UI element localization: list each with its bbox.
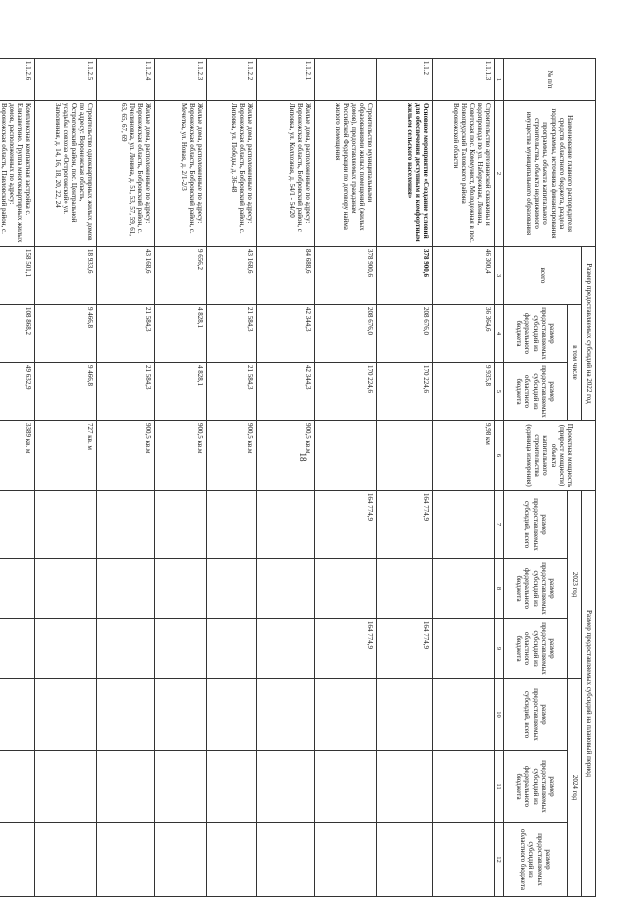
row-total-2024 [34, 679, 96, 751]
col-num: 9 [494, 619, 503, 679]
header-total-2024: размер предоставляемых субсидий, всего [504, 679, 568, 751]
table-frame [0, 58, 596, 896]
col-num: 4 [494, 305, 503, 363]
row-reg-2023 [256, 619, 314, 679]
header-group-plan: Размер предоставляемых субсидий на плановый период [582, 491, 596, 897]
row-fed-2022: 21 584,3 [96, 305, 154, 363]
row-name: Жилые дома, расположенные по адресу: Воронежская область, Бобровский район, с. Мечетка, ул. Новая, д. 2/1-2/3 [154, 101, 206, 247]
row-fed-2022: 42 344,3 [256, 305, 314, 363]
header-reg-2023: размер предоставляемых субсидий из областного бюджета [504, 619, 568, 679]
table-body [0, 59, 494, 897]
header-fed-2024: размер предоставляемых субсидий из федерального бюджета [504, 751, 568, 823]
table-row [432, 59, 494, 897]
row-name: Строительство муниципальными образованиями жилых помещений (жилых домов), предоставляемых гражданам Российской Федерации по договору найма жилого помещения [314, 101, 376, 247]
row-name: Основное мероприятие «Создание условий для обеспечения доступным и комфортным жильем сельского населения» [376, 101, 432, 247]
row-total-2024 [256, 679, 314, 751]
row-reg-2024 [206, 823, 256, 897]
header-reg-2022: размер предоставляемых субсидий из областного бюджета [504, 363, 568, 421]
row-reg-2024 [256, 823, 314, 897]
row-fed-2022: 108 868,2 [0, 305, 34, 363]
row-total-2023 [256, 491, 314, 559]
row-total-2024 [376, 679, 432, 751]
row-name: Жилые дома, расположенные по адресу: Воронежская область, Бобровский район, с Липовка, ул. Колхозная, д. 54/1 - 54/20 [256, 101, 314, 247]
row-fed-2024 [206, 751, 256, 823]
header-total-2023: размер предоставляемых субсидий, всего [504, 491, 568, 559]
row-reg-2023: 164 774,9 [314, 619, 376, 679]
row-total-2022: 9 656,2 [154, 247, 206, 305]
row-fed-2024 [256, 751, 314, 823]
row-fed-2024 [376, 751, 432, 823]
row-reg-2022: 170 224,6 [376, 363, 432, 421]
row-fed-2024 [314, 751, 376, 823]
column-number-row [494, 59, 503, 897]
row-reg-2023 [34, 619, 96, 679]
table-row [256, 59, 314, 897]
row-fed-2022: 36 364,6 [432, 305, 494, 363]
row-total-2022: 378 900,6 [314, 247, 376, 305]
header-incl: в том числе [568, 305, 582, 421]
row-total-2024 [154, 679, 206, 751]
row-id: 1.1.2.2 [206, 59, 256, 101]
row-reg-2023 [96, 619, 154, 679]
row-total-2024 [0, 679, 34, 751]
row-fed-2023 [376, 559, 432, 619]
row-total-2024 [96, 679, 154, 751]
col-num: 11 [494, 751, 503, 823]
header-fed-2022: размер предоставляемых субсидий из федерального бюджета [504, 305, 568, 363]
row-reg-2022: 42 344,3 [256, 363, 314, 421]
row-fed-2024 [34, 751, 96, 823]
table-row [34, 59, 96, 897]
col-num: 8 [494, 559, 503, 619]
col-num: 1 [494, 59, 503, 101]
row-reg-2024 [0, 823, 34, 897]
row-id: 1.1.2.3 [154, 59, 206, 101]
row-name: Строительство артезианской скважины и водопровода по ул. Набережная, Ленина, Советская пос. Коммунист, Молодежная в пос. Новопрудский Таловского района Воронежской области [432, 101, 494, 247]
header-name: Наименование главного распорядителя средств областного бюджета, раздела подпрограммы, источника финансирования программы, объекта капитального строительства, объекта недвижимого имущества муниципального образования [504, 101, 596, 247]
row-reg-2023: 164 774,9 [376, 619, 432, 679]
row-total-2023: 164 774,9 [376, 491, 432, 559]
row-name: Жилые дома, расположенные по адресу: Воронежская область, Бобровский район, с. Липовка, ул. Победы, д. 36-48 [206, 101, 256, 247]
row-total-2023 [0, 491, 34, 559]
row-power: 900,5 кв.м [256, 421, 314, 491]
row-reg-2022: 170 224,6 [314, 363, 376, 421]
row-fed-2022: 208 676,0 [376, 305, 432, 363]
row-total-2023: 164 774,9 [314, 491, 376, 559]
row-reg-2024 [96, 823, 154, 897]
row-reg-2022: 9 935,8 [432, 363, 494, 421]
row-total-2022: 158 501,1 [0, 247, 34, 305]
table-row [154, 59, 206, 897]
row-reg-2024 [432, 823, 494, 897]
row-reg-2022: 4 828,1 [154, 363, 206, 421]
row-name: Комплексная компактная застройка с. Елизаветино. Группа многоквартирных жилых домов, расположенных по адресу: Воронежская область, Павловский район, с. [0, 101, 34, 247]
row-power: 727 кв. м [34, 421, 96, 491]
row-fed-2024 [0, 751, 34, 823]
header-total-2022: всего [504, 247, 582, 305]
row-reg-2024 [376, 823, 432, 897]
row-reg-2023 [0, 619, 34, 679]
col-num: 5 [494, 363, 503, 421]
row-total-2024 [432, 679, 494, 751]
row-fed-2023 [154, 559, 206, 619]
row-id: 1.1.2.6 [0, 59, 34, 101]
row-fed-2024 [96, 751, 154, 823]
row-fed-2022: 4 828,1 [154, 305, 206, 363]
row-total-2022: 84 688,6 [256, 247, 314, 305]
row-reg-2022: 49 632,9 [0, 363, 34, 421]
row-total-2023 [154, 491, 206, 559]
table-row [0, 59, 34, 897]
row-fed-2022: 9 466,8 [34, 305, 96, 363]
row-id: 1.1.2 [376, 59, 432, 101]
row-total-2023 [96, 491, 154, 559]
row-reg-2024 [314, 823, 376, 897]
row-reg-2023 [206, 619, 256, 679]
col-num: 7 [494, 491, 503, 559]
row-reg-2023 [154, 619, 206, 679]
row-total-2022: 18 933,6 [34, 247, 96, 305]
row-total-2023 [432, 491, 494, 559]
row-total-2024 [206, 679, 256, 751]
table-row [314, 59, 376, 897]
row-fed-2023 [96, 559, 154, 619]
row-fed-2024 [432, 751, 494, 823]
row-fed-2023 [256, 559, 314, 619]
table-row [96, 59, 154, 897]
header-power: Проектная мощность (прирост мощности) объекта капитального строительства (единица измерения) [504, 421, 596, 491]
row-total-2023 [34, 491, 96, 559]
row-reg-2022: 9 466,8 [34, 363, 96, 421]
row-power: 900,5 кв.м [206, 421, 256, 491]
row-reg-2022: 21 584,3 [96, 363, 154, 421]
col-num: 12 [494, 823, 503, 897]
page-number: 18 [298, 452, 308, 462]
row-total-2022: 378 900,6 [376, 247, 432, 305]
row-id: 1.1.2.1 [256, 59, 314, 101]
row-fed-2023 [34, 559, 96, 619]
col-num: 10 [494, 679, 503, 751]
header-fed-2023: размер предоставляемых субсидий из федерального бюджета [504, 559, 568, 619]
row-reg-2024 [154, 823, 206, 897]
row-total-2022: 43 168,6 [96, 247, 154, 305]
row-power [314, 421, 376, 491]
col-num: 6 [494, 421, 503, 491]
header-group-2022: Размер предоставляемых субсидий на 2022 год [582, 247, 596, 421]
col-num: 3 [494, 247, 503, 305]
col-num: 2 [494, 101, 503, 247]
row-power: 900,5 кв.м [96, 421, 154, 491]
header-year-2024: 2024 год [568, 679, 582, 897]
table-row [206, 59, 256, 897]
row-fed-2022: 21 584,3 [206, 305, 256, 363]
row-fed-2023 [432, 559, 494, 619]
header-num: № п/п [504, 59, 596, 101]
row-power: 900,5 кв.м [154, 421, 206, 491]
row-reg-2022: 21 584,3 [206, 363, 256, 421]
row-fed-2023 [314, 559, 376, 619]
row-reg-2023 [432, 619, 494, 679]
header-reg-2024: размер предоставляемых субсидий из областного бюджета [504, 823, 568, 897]
row-fed-2023 [206, 559, 256, 619]
row-total-2024 [314, 679, 376, 751]
subsidy-table [0, 58, 596, 897]
row-power: 3389 кв. м [0, 421, 34, 491]
row-name: Строительство одноквартирных жилых домов по адресу: Воронежская область, Острогожский район, пос. Центральной усадьбы совхоза «Острогожский» ул. Заполинная, д. 14, 16, 18, 20, 22, 24 [34, 101, 96, 247]
row-total-2022: 46 300,4 [432, 247, 494, 305]
row-fed-2024 [154, 751, 206, 823]
header-year-2023: 2023 год [568, 491, 582, 679]
row-power: 9,98 км [432, 421, 494, 491]
row-power [376, 421, 432, 491]
table-row [376, 59, 432, 897]
row-fed-2023 [0, 559, 34, 619]
row-id: 1.1.2.4 [96, 59, 154, 101]
row-reg-2024 [34, 823, 96, 897]
row-id [314, 59, 376, 101]
row-fed-2022: 208 676,0 [314, 305, 376, 363]
row-total-2023 [206, 491, 256, 559]
row-id: 1.1.1.3 [432, 59, 494, 101]
table-header [494, 59, 595, 897]
row-id: 1.1.2.5 [34, 59, 96, 101]
row-total-2022: 43 168,6 [206, 247, 256, 305]
row-name: Жилые дома, расположенные по адресу: Воронежская область, Бобровский район, с. Пчелиновка, ул. Ленина, д. 51, 53, 57, 59, 61, 63, 65, 67, 69 [96, 101, 154, 247]
